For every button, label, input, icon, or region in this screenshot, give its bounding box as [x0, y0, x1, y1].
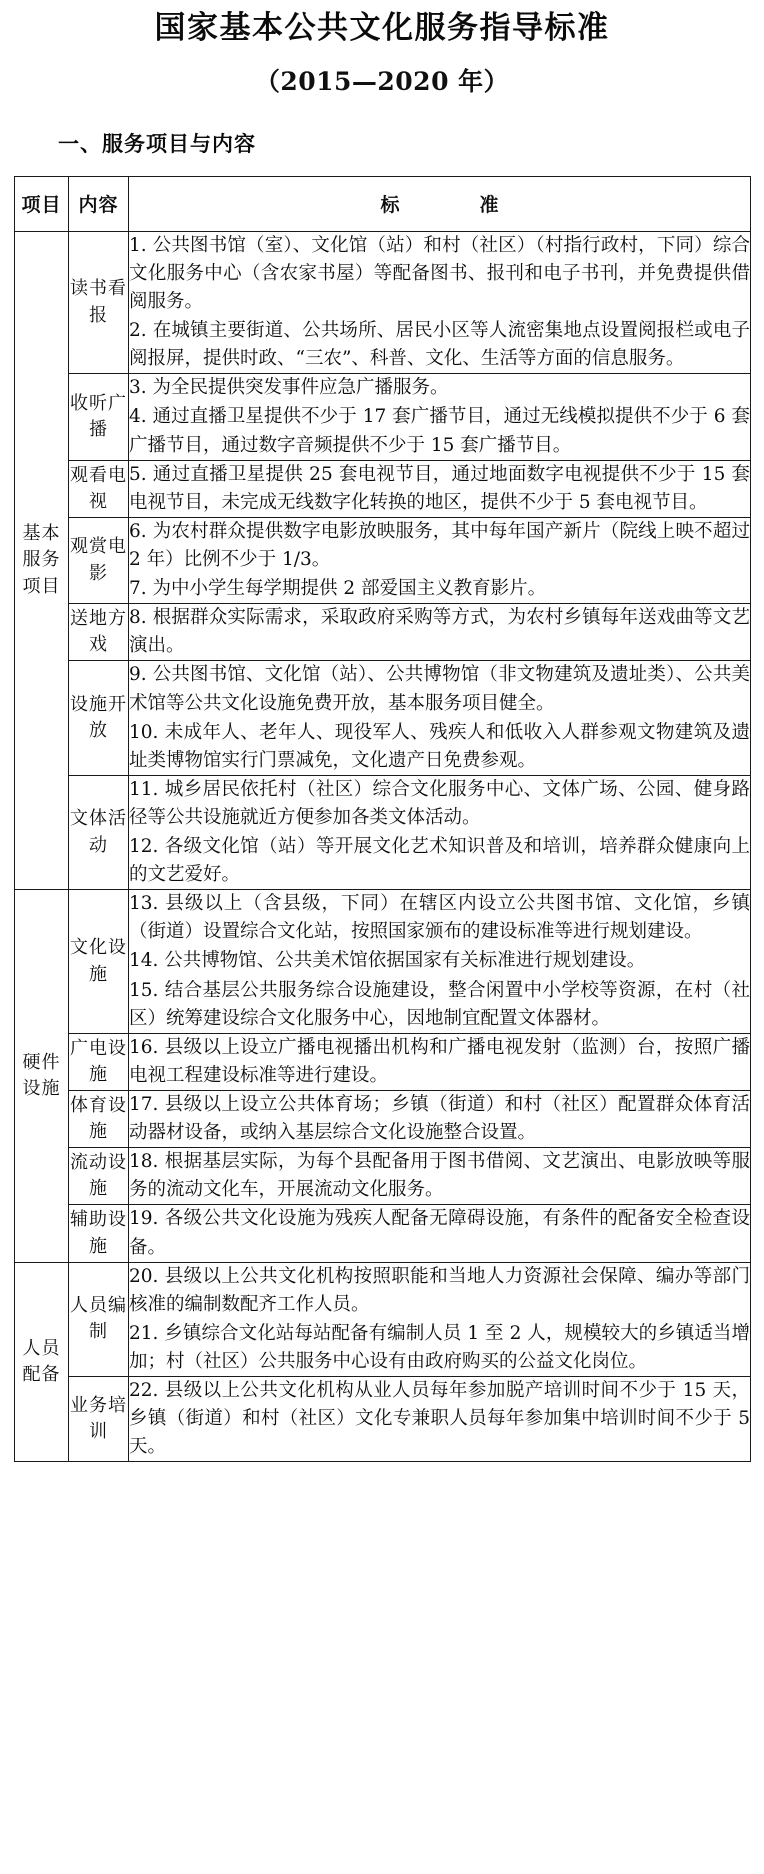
page-subtitle: [0, 48, 764, 98]
standard-item: 19. 各级公共文化设施为残疾人配备无障碍设施，有条件的配备安全检查设备。: [129, 1208, 750, 1258]
standard-item: 18. 根据基层实际，为每个县配备用于图书借阅、文艺演出、电影放映等服务的流动文化车，开展流动文化服务。: [129, 1151, 750, 1201]
category-label-cell: [69, 661, 129, 775]
standard-cell: [129, 231, 751, 374]
group-label: 硬件设施: [22, 1051, 61, 1099]
category-label-cell: [69, 1148, 129, 1205]
standard-item: 17. 县级以上设立公共体育场；乡镇（街道）和村（社区）配置群众体育活动器材设备，或纳入基层综合文化设施整合设置。: [129, 1094, 750, 1144]
table-row: [15, 374, 751, 460]
standard-cell: [129, 661, 751, 775]
section-heading: 一、服务项目与内容: [58, 131, 256, 156]
category-label-cell: [69, 1033, 129, 1090]
table-row: [15, 1033, 751, 1090]
table-row: [15, 231, 751, 374]
column-header-standard: 标 准: [129, 176, 751, 231]
group-label: 人员配备: [22, 1337, 61, 1386]
category-label: 辅助设施: [70, 1209, 127, 1257]
page-subtitle-text: （2015—2020 年）: [254, 66, 510, 96]
standard-cell: [129, 1148, 751, 1205]
standard-item: 15. 结合基层公共服务综合设施建设，整合闲置中小学校等资源，在村（社区）统筹建设综合文化服务中心，因地制宜配置文体器材。: [129, 979, 750, 1029]
table-row: [15, 517, 751, 603]
group-label-cell: [15, 890, 69, 1262]
standard-cell: [129, 1091, 751, 1148]
table-row: [15, 460, 751, 517]
category-label: 文化设施: [70, 937, 127, 985]
category-label-cell: [69, 890, 129, 1034]
category-label-cell: [69, 1262, 129, 1376]
standard-cell: [129, 890, 751, 1034]
standard-item: 16. 县级以上设立广播电视播出机构和广播电视发射（监测）台，按照广播电视工程建设标准等进行建设。: [129, 1036, 750, 1086]
group-label-cell: [15, 231, 69, 890]
group-label-cell: [15, 1262, 69, 1462]
group-label: 基本服务项目: [22, 523, 61, 597]
standard-item: 5. 通过直播卫星提供 25 套电视节目，通过地面数字电视提供不少于 15 套电视节目，未完成无线数字化转换的地区，提供不少于 5 套电视节目。: [129, 463, 750, 513]
standard-cell: [129, 374, 751, 460]
standard-cell: [129, 1377, 751, 1462]
table-row: [15, 890, 751, 1034]
column-header-item: 项目: [15, 176, 69, 231]
category-label-cell: [69, 517, 129, 603]
standard-item: 20. 县级以上公共文化机构按照职能和当地人力资源社会保障、编办等部门核准的编制数配齐工作人员。: [129, 1265, 750, 1315]
standard-item: 7. 为中小学生每学期提供 2 部爱国主义教育影片。: [129, 578, 547, 600]
table-row: [15, 1377, 751, 1462]
table-row: [15, 1091, 751, 1148]
column-header-content: 内容: [69, 176, 129, 231]
category-label: 送地方戏: [70, 608, 127, 656]
standard-item: 6. 为农村群众提供数字电影放映服务，其中每年国产新片（院线上映不超过 2 年）比例不少于 1/3。: [129, 520, 750, 570]
standard-item: 14. 公共博物馆、公共美术馆依据国家有关标准进行规划建设。: [129, 950, 646, 972]
standard-cell: [129, 1205, 751, 1262]
standard-item: 21. 乡镇综合文化站每站配备有编制人员 1 至 2 人，规模较大的乡镇适当增加；村（社区）公共服务中心设有由政府购买的公益文化岗位。: [129, 1322, 750, 1373]
category-label-cell: [69, 1205, 129, 1262]
standards-table-container: [0, 158, 764, 1463]
standard-item: 3. 为全民提供突发事件应急广播服务。: [129, 377, 449, 399]
category-label-cell: [69, 374, 129, 460]
category-label-cell: [69, 1091, 129, 1148]
table-row: [15, 661, 751, 775]
table-row: [15, 775, 751, 889]
table-row: [15, 604, 751, 661]
category-label-cell: [69, 460, 129, 517]
category-label: 观看电视: [70, 464, 127, 512]
table-row: [15, 1262, 751, 1376]
standard-item: 8. 根据群众实际需求，采取政府采购等方式，为农村乡镇每年送戏曲等文艺演出。: [129, 607, 750, 657]
category-label-cell: [69, 775, 129, 889]
standard-item: 11. 城乡居民依托村（社区）综合文化服务中心、文体广场、公园、健身路径等公共设施就近方便参加各类文体活动。: [129, 778, 750, 828]
category-label: 读书看报: [70, 278, 127, 326]
standard-item: 10. 未成年人、老年人、现役军人、残疾人和低收入人群参观文物建筑及遗址类博物馆实行门票减免，文化遗产日免费参观。: [129, 721, 750, 771]
table-header-row: [15, 176, 751, 231]
standard-cell: [129, 460, 751, 517]
category-label: 收听广播: [70, 392, 127, 440]
standard-cell: [129, 1033, 751, 1090]
category-label: 文体活动: [70, 808, 127, 856]
category-label-cell: [69, 231, 129, 374]
standard-item: 4. 通过直播卫星提供不少于 17 套广播节目，通过无线模拟提供不少于 6 套广播节目，通过数字音频提供不少于 15 套广播节目。: [129, 406, 750, 456]
category-label: 人员编制: [70, 1295, 127, 1343]
standard-cell: [129, 775, 751, 889]
category-label: 体育设施: [70, 1095, 127, 1143]
category-label-cell: [69, 1377, 129, 1462]
table-row: [15, 1148, 751, 1205]
category-label: 设施开放: [70, 694, 127, 742]
standard-item: 2. 在城镇主要街道、公共场所、居民小区等人流密集地点设置阅报栏或电子阅报屏，提供时政、“三农”、科普、文化、生活等方面的信息服务。: [129, 320, 750, 370]
standard-item: 12. 各级文化馆（站）等开展文化艺术知识普及和培训，培养群众健康向上的文艺爱好。: [129, 836, 750, 886]
standards-table: [14, 176, 751, 1463]
standard-cell: [129, 604, 751, 661]
standard-item: 9. 公共图书馆、文化馆（站）、公共博物馆（非文物建筑及遗址类）、公共美术馆等公共文化设施免费开放，基本服务项目健全。: [129, 664, 750, 714]
category-label: 流动设施: [70, 1152, 127, 1200]
category-label: 广电设施: [70, 1037, 127, 1085]
category-label: 业务培训: [70, 1395, 127, 1443]
standard-cell: [129, 1262, 751, 1376]
standard-item: 22. 县级以上公共文化机构从业人员每年参加脱产培训时间不少于 15 天，乡镇（街道）和村（社区）文化专兼职人员每年参加集中培训时间不少于 5 天。: [129, 1380, 750, 1458]
standard-item: 1. 公共图书馆（室）、文化馆（站）和村（社区）（村指行政村，下同）综合文化服务中心（含农家书屋）等配备图书、报刊和电子书刊，并免费提供借阅服务。: [129, 234, 750, 312]
table-row: [15, 1205, 751, 1262]
page-title: 国家基本公共文化服务指导标准: [154, 10, 610, 46]
standard-item: 13. 县级以上（含县级，下同）在辖区内设立公共图书馆、文化馆，乡镇（街道）设置综合文化站，按照国家颁布的建设标准等进行规划建设。: [129, 893, 750, 943]
standard-cell: [129, 517, 751, 603]
category-label-cell: [69, 604, 129, 661]
category-label: 观赏电影: [70, 536, 127, 584]
